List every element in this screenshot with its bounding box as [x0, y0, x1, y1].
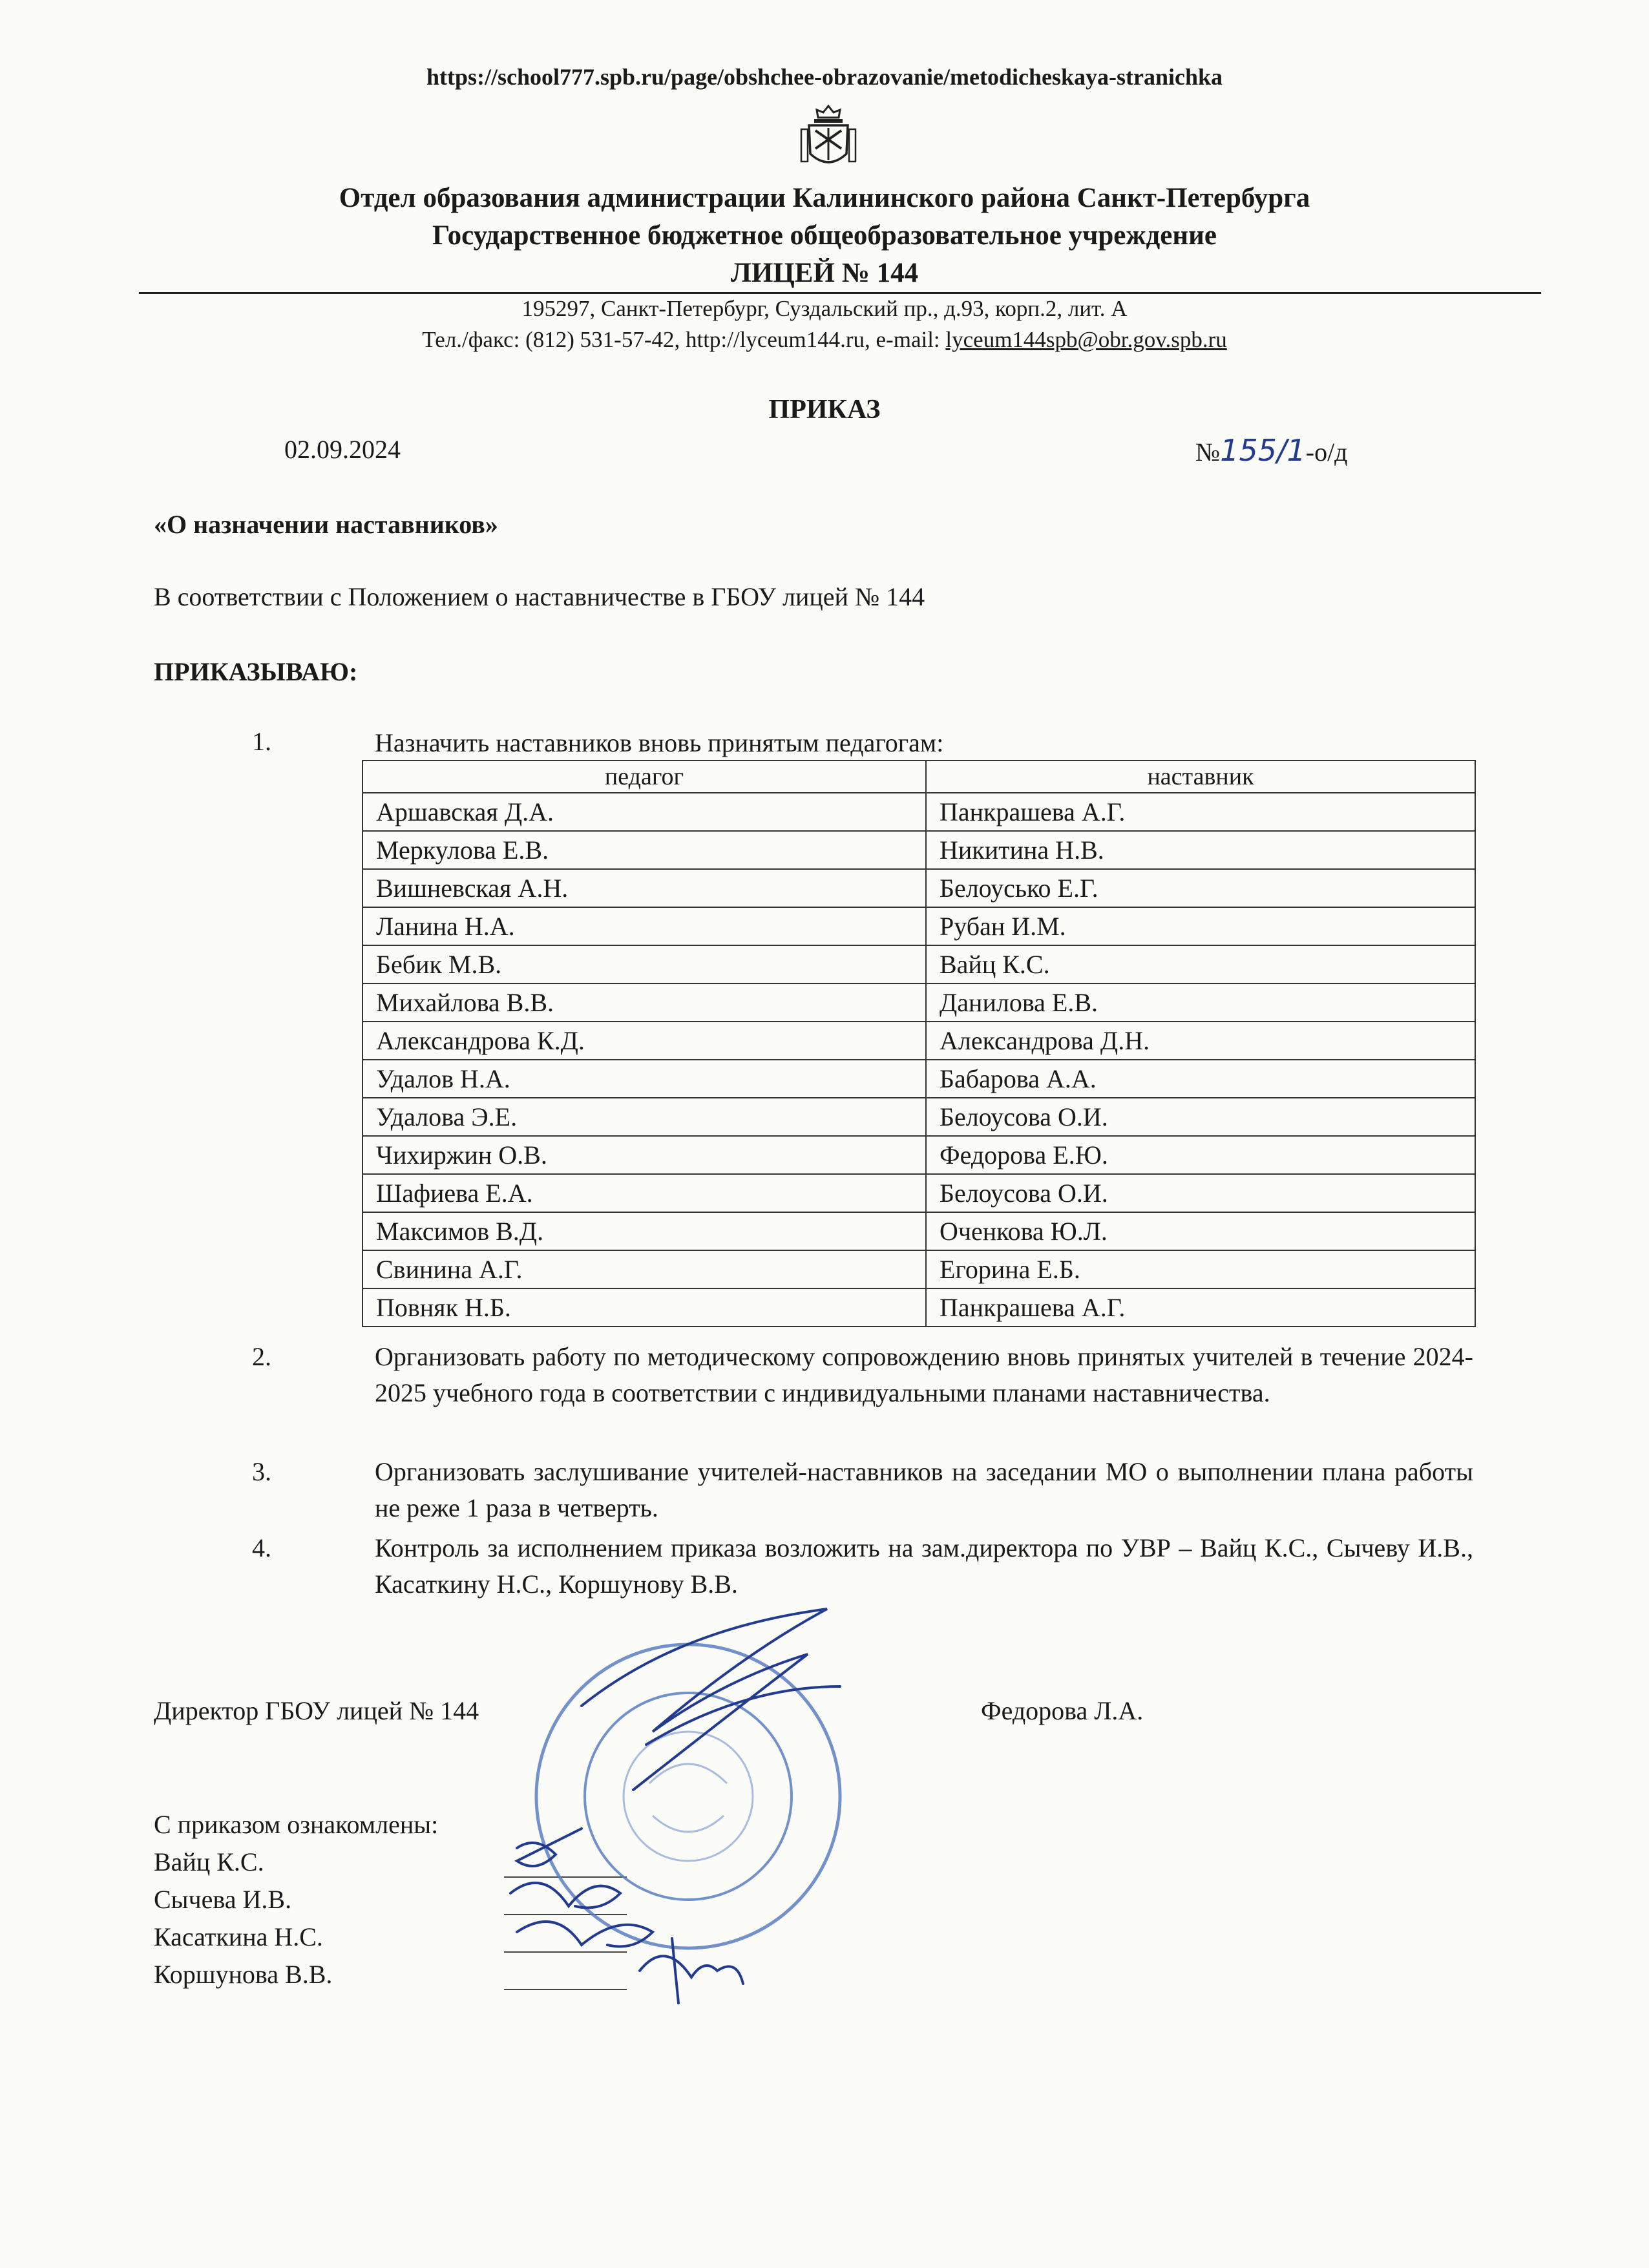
order-date: 02.09.2024 [284, 435, 401, 464]
mentor-cell: Александрова Д.Н. [926, 1022, 1475, 1060]
table-body [362, 793, 1475, 1327]
mentor-cell: Панкрашева А.Г. [926, 793, 1475, 831]
table-row [362, 1212, 1475, 1250]
order-number [1195, 433, 1348, 468]
teacher-cell: Вишневская А.Н. [362, 869, 926, 907]
signature-line [504, 1914, 627, 1915]
mentor-cell: Оченкова Ю.Л. [926, 1212, 1475, 1250]
teacher-cell: Удалова Э.Е. [362, 1098, 926, 1136]
order-title: ПРИКАЗ [768, 395, 881, 425]
teacher-cell: Повняк Н.Б. [362, 1288, 926, 1327]
item-number: 3. [252, 1457, 271, 1486]
official-stamp-icon [536, 1644, 840, 1948]
column-header-mentor: наставник [926, 761, 1475, 793]
mentor-cell: Федорова Е.Ю. [926, 1136, 1475, 1174]
director-title: Директор ГБОУ лицей № 144 [154, 1696, 479, 1725]
table-header-row [362, 761, 1475, 793]
table-row [362, 1174, 1475, 1212]
mentor-cell: Никитина Н.В. [926, 831, 1475, 869]
order-basis: В соответствии с Положением о наставничестве в ГБОУ лицей № 144 [154, 582, 925, 611]
order-subject: «О назначении наставников» [154, 510, 498, 539]
table-row [362, 1250, 1475, 1288]
header-divider [139, 292, 1541, 294]
teacher-cell: Аршавская Д.А. [362, 793, 926, 831]
item-text: Контроль за исполнением приказа возложить на зам.директора по УВР – Вайц К.С., Сычеву И.В., Касаткину Н.С., Коршунову В.В. [375, 1533, 1473, 1599]
table-row [362, 1098, 1475, 1136]
table-row [362, 793, 1475, 831]
institution-type: Государственное бюджетное общеобразовательное учреждение [432, 220, 1217, 251]
teacher-cell: Меркулова Е.В. [362, 831, 926, 869]
signature-line [504, 1951, 627, 1953]
contacts-text: Тел./факс: (812) 531-57-42, http://lyceum144.ru, e-mail: [422, 327, 946, 352]
table-row [362, 1022, 1475, 1060]
mentor-cell: Вайц К.С. [926, 945, 1475, 983]
department-name: Отдел образования администрации Калининского района Санкт-Петербурга [339, 183, 1310, 213]
teacher-cell: Бебик М.В. [362, 945, 926, 983]
column-header-teacher: педагог [362, 761, 926, 793]
email-link[interactable]: lyceum144spb@obr.gov.spb.ru [945, 327, 1227, 352]
teacher-cell: Удалов Н.А. [362, 1060, 926, 1098]
table-row [362, 983, 1475, 1022]
mentor-cell: Данилова Е.В. [926, 983, 1475, 1022]
signature-line [504, 1876, 627, 1878]
acknowledged-name: Вайц К.С. [154, 1847, 264, 1876]
table-row [362, 831, 1475, 869]
signature-line [504, 1989, 627, 1990]
mentor-cell: Рубан И.М. [926, 907, 1475, 945]
number-prefix: № [1195, 437, 1221, 467]
acknowledged-name: Касаткина Н.С. [154, 1922, 323, 1951]
mentors-table [362, 760, 1476, 1327]
director-signature-icon [582, 1609, 840, 1790]
table-row [362, 907, 1475, 945]
item-number: 4. [252, 1533, 271, 1562]
orders-heading: ПРИКАЗЫВАЮ: [154, 657, 358, 686]
table-row [362, 1288, 1475, 1327]
mentor-cell: Панкрашева А.Г. [926, 1288, 1475, 1327]
item-text: Организовать заслушивание учителей-наставников на заседании МО о выполнении плана работы не реже 1 раза в четверть. [375, 1457, 1473, 1522]
teacher-cell: Максимов В.Д. [362, 1212, 926, 1250]
mentor-cell: Егорина Е.Б. [926, 1250, 1475, 1288]
table-row [362, 945, 1475, 983]
acknowledgement-title: С приказом ознакомлены: [154, 1810, 439, 1839]
table-row [362, 869, 1475, 907]
teacher-cell: Ланина Н.А. [362, 907, 926, 945]
lyceum-name: ЛИЦЕЙ № 144 [730, 258, 919, 288]
coat-of-arms-icon [800, 103, 857, 174]
mentor-cell: Белоусова О.И. [926, 1098, 1475, 1136]
table-row [362, 1136, 1475, 1174]
item-text: Организовать работу по методическому сопровождению вновь принятых учителей в течение 2024-2025 учебного года в соответствии с индивидуальными планами наставничества. [375, 1342, 1473, 1407]
source-url: https://school777.spb.ru/page/obshchee-obrazovanie/metodicheskaya-stranichka [426, 64, 1223, 90]
acknowledged-name: Коршунова В.В. [154, 1960, 333, 1989]
contacts [0, 327, 1649, 353]
teacher-cell: Свинина А.Г. [362, 1250, 926, 1288]
handwritten-number: 155/1 [1220, 433, 1306, 468]
teacher-cell: Чихиржин О.В. [362, 1136, 926, 1174]
table-row [362, 1060, 1475, 1098]
mentor-cell: Белоусова О.И. [926, 1174, 1475, 1212]
teacher-cell: Александрова К.Д. [362, 1022, 926, 1060]
acknowledgement-signatures-icon [510, 1829, 743, 2003]
item-number: 2. [252, 1342, 271, 1371]
director-name: Федорова Л.А. [981, 1696, 1144, 1725]
number-suffix: -о/д [1305, 437, 1348, 467]
address: 195297, Санкт-Петербург, Суздальский пр., д.93, корп.2, лит. А [521, 296, 1128, 321]
item-number: 1. [252, 727, 271, 756]
mentor-cell: Белоусько Е.Г. [926, 869, 1475, 907]
mentor-cell: Бабарова А.А. [926, 1060, 1475, 1098]
teacher-cell: Шафиева Е.А. [362, 1174, 926, 1212]
teacher-cell: Михайлова В.В. [362, 983, 926, 1022]
item-text: Назначить наставников вновь принятым педагогам: [375, 728, 944, 757]
acknowledged-name: Сычева И.В. [154, 1885, 292, 1914]
